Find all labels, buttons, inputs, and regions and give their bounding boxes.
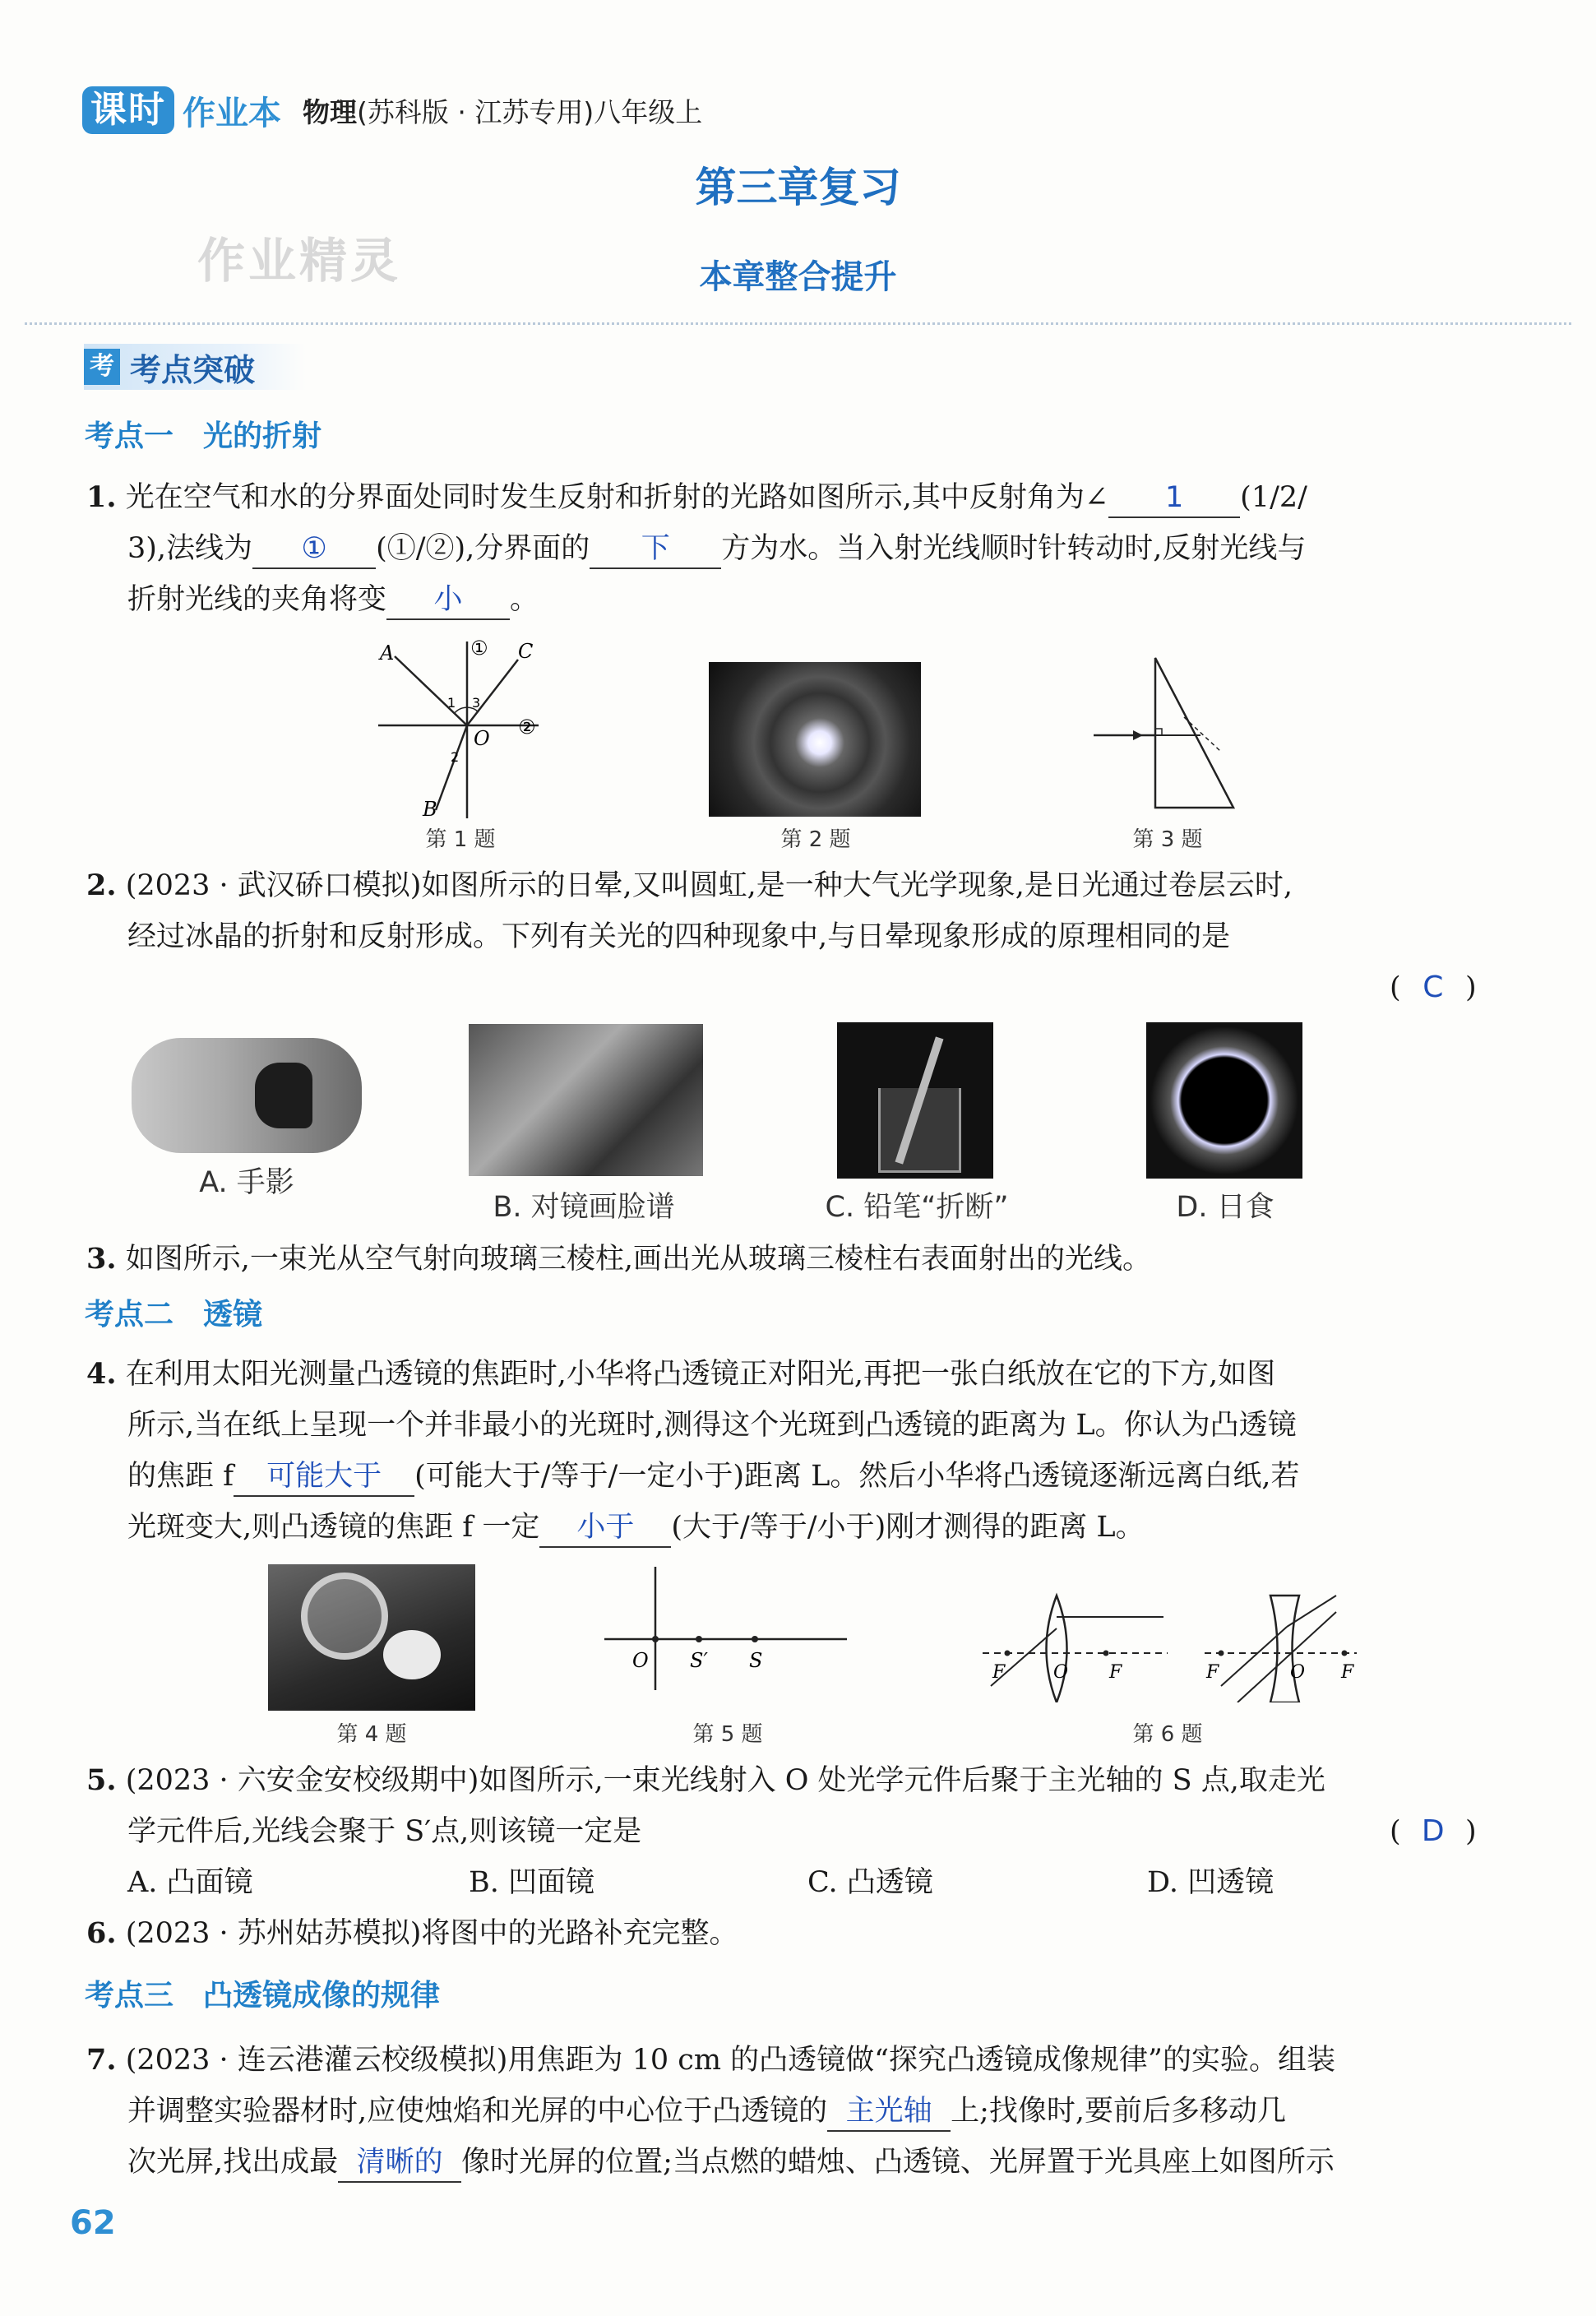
refracted-ray bbox=[1287, 1596, 1336, 1627]
q4-text: 所示,当在纸上呈现一个并非最小的光斑时,测得这个光斑到凸透镜的距离为 L。你认为凸透镜 bbox=[127, 1409, 1297, 1442]
q4-line1 bbox=[86, 1349, 1275, 1400]
q7-text: 次光屏,找出成最 bbox=[127, 2146, 339, 2179]
q1-number: 1. bbox=[86, 480, 117, 514]
q7-line3 bbox=[127, 2137, 1335, 2188]
page-number: 62 bbox=[70, 2204, 116, 2242]
q1-answer-4[interactable]: 小 bbox=[386, 581, 510, 620]
option-a-hand-shadow-photo bbox=[132, 1038, 362, 1153]
label-O: O bbox=[474, 727, 490, 750]
label-S: S bbox=[749, 1649, 763, 1672]
q5-option-b[interactable]: B. 凹面镜 bbox=[469, 1866, 594, 1899]
focus-right-2 bbox=[1342, 1651, 1348, 1656]
option-c-pencil-photo bbox=[837, 1022, 993, 1179]
label-F-left-2: F bbox=[1206, 1662, 1219, 1683]
subject-name: 物理 bbox=[303, 95, 357, 128]
caption-fig6: 第 6 题 bbox=[1132, 1722, 1203, 1747]
ray-A bbox=[395, 656, 467, 725]
q5-text: (2023 · 六安金安校级期中)如图所示,一束光线射入 O 处光学元件后聚于主光轴的 S 点,取走光 bbox=[125, 1764, 1325, 1797]
q1-line2 bbox=[127, 523, 1306, 574]
q1-text: (①/②),分界面的 bbox=[376, 532, 590, 565]
point-S-prime bbox=[696, 1636, 702, 1642]
q2-answer-box bbox=[1390, 962, 1477, 1013]
chapter-title: 第三章复习 bbox=[695, 163, 901, 211]
q6-number: 6. bbox=[86, 1916, 117, 1950]
q4-line4 bbox=[127, 1502, 1145, 1553]
q3-text: 如图所示,一束光从空气射向玻璃三棱柱,画出光从玻璃三棱柱右表面射出的光线。 bbox=[125, 1243, 1151, 1276]
caption-fig1: 第 1 题 bbox=[425, 827, 496, 852]
q1-answer-2[interactable]: ① bbox=[252, 530, 376, 569]
q1-text: 方为水。当入射光线顺时针转动时,反射光线与 bbox=[721, 532, 1307, 565]
figure-5-optical-axis bbox=[604, 1567, 851, 1690]
chapter-subtitle: 本章整合提升 bbox=[699, 258, 897, 296]
q4-text: 的焦距 f bbox=[127, 1460, 234, 1493]
label-O: O bbox=[632, 1649, 649, 1672]
logo: 课时 bbox=[82, 86, 174, 134]
q1-answer-3[interactable]: 下 bbox=[590, 530, 721, 569]
paren-right: ) bbox=[1464, 971, 1477, 1004]
concave-lens-diagram bbox=[1205, 1596, 1357, 1702]
focus-left-2 bbox=[1219, 1651, 1224, 1656]
q5-answer[interactable]: D bbox=[1421, 1814, 1445, 1848]
option-b-face-paint-photo bbox=[469, 1024, 703, 1176]
divider bbox=[25, 322, 1571, 325]
figure-4-lens-paper-photo bbox=[268, 1564, 475, 1711]
label-O-concave: O bbox=[1290, 1662, 1306, 1683]
q5-answer-box bbox=[1390, 1806, 1477, 1857]
q3-line1 bbox=[86, 1234, 1151, 1285]
q4-text: (可能大于/等于/一定小于)距离 L。然后小华将凸透镜逐渐远离白纸,若 bbox=[414, 1460, 1300, 1493]
q5-number: 5. bbox=[86, 1763, 117, 1797]
q1-line1 bbox=[86, 472, 1307, 523]
convex-lens-diagram bbox=[983, 1596, 1168, 1702]
q4-text: (大于/等于/小于)刚才测得的距离 L。 bbox=[671, 1511, 1145, 1544]
q1-text: (1/2/ bbox=[1240, 481, 1307, 514]
lens-ring bbox=[301, 1573, 388, 1660]
subject-grade: 八年级上 bbox=[594, 95, 703, 128]
section-title: 考点突破 bbox=[130, 351, 256, 388]
paren-right: ) bbox=[1464, 1815, 1477, 1848]
point-S bbox=[752, 1636, 758, 1642]
q5-text: 学元件后,光线会聚于 S′点,则该镜一定是 bbox=[127, 1815, 642, 1848]
key-point-3: 考点三 凸透镜成像的规律 bbox=[85, 1979, 441, 2013]
q5-option-d[interactable]: D. 凹透镜 bbox=[1147, 1866, 1274, 1899]
q5-line2 bbox=[127, 1806, 641, 1857]
q7-answer-2[interactable]: 清晰的 bbox=[338, 2143, 461, 2183]
brand-name: 作业本 bbox=[183, 94, 281, 132]
convex-lens bbox=[1047, 1596, 1067, 1702]
q1-text: 折射光线的夹角将变 bbox=[127, 583, 387, 616]
paren-left: ( bbox=[1390, 1815, 1401, 1848]
angle-2: 2 bbox=[451, 749, 460, 765]
q1-answer-1[interactable]: 1 bbox=[1108, 479, 1240, 518]
label-A: A bbox=[380, 642, 395, 665]
option-c[interactable]: C. 铅笔“折断” bbox=[825, 1191, 1009, 1224]
q7-text: 像时光屏的位置;当点燃的蜡烛、凸透镜、光屏置于光具座上如图所示 bbox=[461, 2146, 1335, 2179]
caption-fig2: 第 2 题 bbox=[780, 827, 851, 852]
watermark: 作业精灵 bbox=[197, 233, 402, 289]
focus-left bbox=[1005, 1651, 1011, 1656]
q4-text: 在利用太阳光测量凸透镜的焦距时,小华将凸透镜正对阳光,再把一张白纸放在它的下方,如图 bbox=[125, 1358, 1276, 1391]
label-C: C bbox=[518, 640, 534, 663]
q4-line3 bbox=[127, 1451, 1299, 1502]
option-b[interactable]: B. 对镜画脸谱 bbox=[493, 1191, 675, 1224]
q7-text: 上;找像时,要前后多移动几 bbox=[951, 2095, 1287, 2128]
ray-C bbox=[467, 660, 518, 725]
figure-1-light-path bbox=[362, 633, 576, 822]
q7-number: 7. bbox=[86, 2043, 117, 2077]
caption-fig3: 第 3 题 bbox=[1132, 827, 1203, 852]
focus-right bbox=[1103, 1651, 1109, 1656]
label-S-prime: S′ bbox=[690, 1649, 708, 1672]
q1-text: 。 bbox=[510, 583, 539, 616]
figure-2-sun-halo-photo bbox=[709, 662, 921, 817]
angle-1: 1 bbox=[447, 695, 456, 711]
arrow-head bbox=[1133, 730, 1143, 740]
option-d-solar-eclipse-photo bbox=[1146, 1022, 1302, 1179]
q6-line1 bbox=[86, 1908, 738, 1959]
key-point-2: 考点二 透镜 bbox=[85, 1298, 263, 1332]
q7-answer-1[interactable]: 主光轴 bbox=[827, 2092, 951, 2132]
angle-3: 3 bbox=[472, 695, 481, 711]
q7-text: 并调整实验器材时,应使烛焰和光屏的中心位于凸透镜的 bbox=[127, 2095, 828, 2128]
q4-line2 bbox=[127, 1400, 1297, 1451]
q2-answer[interactable]: C bbox=[1423, 970, 1444, 1004]
q3-number: 3. bbox=[86, 1242, 117, 1276]
q7-line2 bbox=[127, 2086, 1286, 2137]
q7-text: (2023 · 连云港灌云校级模拟)用焦距为 10 cm 的凸透镜做“探究凸透镜成像规律”的实验。组装 bbox=[125, 2044, 1335, 2077]
subject-line bbox=[303, 91, 702, 130]
q1-text: 光在空气和水的分界面处同时发生反射和折射的光路如图所示,其中反射角为∠ bbox=[125, 481, 1109, 514]
prism-outline bbox=[1155, 658, 1233, 808]
option-d[interactable]: D. 日食 bbox=[1176, 1191, 1274, 1224]
caption-fig5: 第 5 题 bbox=[692, 1722, 763, 1747]
q2-line1 bbox=[86, 860, 1293, 911]
point-O bbox=[652, 1636, 659, 1642]
paren-left: ( bbox=[1390, 971, 1401, 1004]
ray-B bbox=[436, 725, 467, 810]
q2-text: 经过冰晶的折射和反射形成。下列有关光的四种现象中,与日晕现象形成的原理相同的是 bbox=[127, 920, 1231, 953]
q7-line1 bbox=[86, 2035, 1335, 2086]
figure-3-prism bbox=[1085, 651, 1258, 816]
label-F-right: F bbox=[1109, 1662, 1122, 1683]
q4-number: 4. bbox=[86, 1357, 117, 1391]
subject-edition: (苏科版 · 江苏专用) bbox=[357, 95, 594, 128]
label-normal-1: ① bbox=[470, 637, 488, 660]
q2-text: (2023 · 武汉硚口模拟)如图所示的日晕,又叫圆虹,是一种大气光学现象,是日光通过卷层云时, bbox=[125, 869, 1293, 902]
q1-text: 3),法线为 bbox=[127, 532, 253, 565]
header bbox=[82, 86, 702, 134]
label-F-right-2: F bbox=[1341, 1662, 1354, 1683]
light-spot bbox=[383, 1630, 441, 1679]
q4-text: 光斑变大,则凸透镜的焦距 f 一定 bbox=[127, 1511, 540, 1544]
q4-answer-2[interactable]: 小于 bbox=[539, 1508, 671, 1548]
q4-answer-1[interactable]: 可能大于 bbox=[234, 1457, 414, 1497]
label-F-left: F bbox=[992, 1662, 1006, 1683]
label-O-convex: O bbox=[1053, 1662, 1069, 1683]
label-B: B bbox=[423, 798, 437, 821]
q5-option-c[interactable]: C. 凸透镜 bbox=[807, 1866, 933, 1899]
q1-line3 bbox=[127, 574, 539, 625]
q5-option-a[interactable]: A. 凸面镜 bbox=[127, 1866, 253, 1899]
q2-line2 bbox=[127, 911, 1230, 962]
caption-fig4: 第 4 题 bbox=[336, 1722, 407, 1747]
shadow-shape bbox=[255, 1063, 312, 1128]
option-a[interactable]: A. 手影 bbox=[199, 1166, 294, 1199]
key-point-1: 考点一 光的折射 bbox=[85, 419, 322, 453]
q6-text: (2023 · 苏州姑苏模拟)将图中的光路补充完整。 bbox=[125, 1917, 738, 1950]
pencil-icon: 考 bbox=[84, 349, 120, 385]
q2-number: 2. bbox=[86, 868, 117, 902]
label-normal-2: ② bbox=[518, 716, 536, 739]
q5-line1 bbox=[86, 1755, 1325, 1806]
section-header bbox=[84, 344, 306, 390]
figure-6-lenses bbox=[974, 1587, 1361, 1702]
